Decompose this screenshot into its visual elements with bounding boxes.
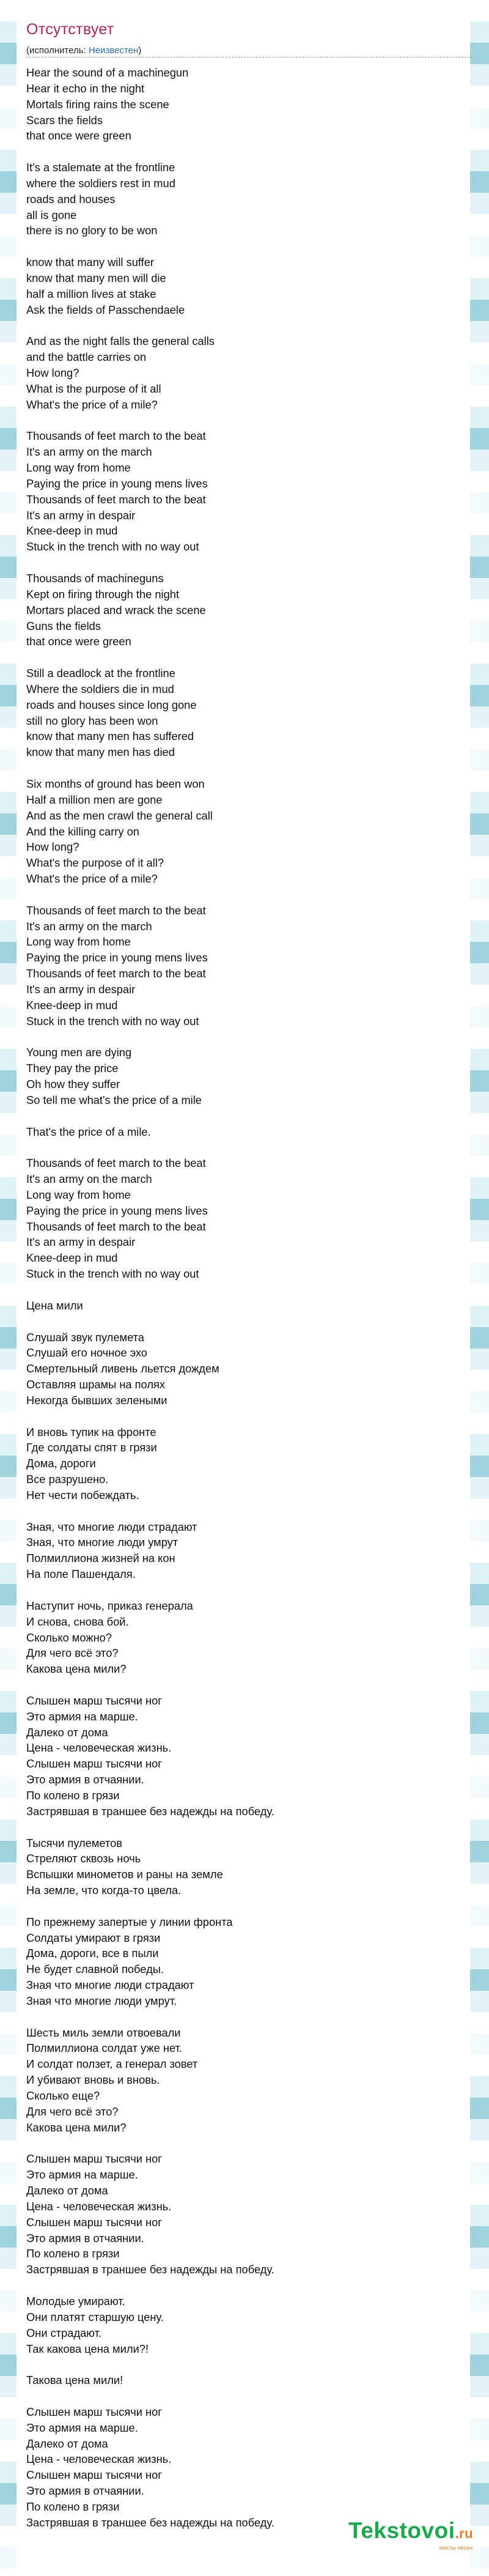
lyric-line: Thousands of feet march to the beat — [26, 1220, 206, 1233]
lyric-line: Некогда бывших зелеными — [26, 1393, 167, 1407]
lyric-line: Нет чести побеждать. — [26, 1488, 139, 1501]
lyric-line: Слушай звук пулемета — [26, 1330, 144, 1344]
lyric-line: that once were green — [26, 635, 131, 648]
stanza-gap — [26, 2136, 466, 2152]
lyric-line: На поле Пашендаля. — [26, 1567, 136, 1581]
stanza-gap — [26, 1582, 466, 1598]
stanza-gap — [26, 2388, 466, 2404]
stanza-gap — [26, 413, 466, 429]
lyric-line: Молодые умирают. — [26, 2294, 125, 2308]
site-logo[interactable] — [348, 2518, 488, 2555]
stanza-gap — [26, 1408, 466, 1424]
lyric-line: Застрявшая в траншее без надежды на победу. — [26, 2263, 274, 2276]
lyric-line: Они страдают. — [26, 2326, 102, 2339]
lyric-line: Застрявшая в траншее без надежды на победу. — [26, 2515, 274, 2529]
lyric-line: What's the price of a mile? — [26, 872, 158, 886]
lyric-line: Цена - человеческая жизнь. — [26, 2199, 172, 2213]
lyric-line: They pay the price — [26, 1062, 119, 1075]
lyric-line: Kept on firing through the night — [26, 587, 180, 601]
stanza-gap — [26, 2278, 466, 2293]
lyric-line: Stuck in the trench with no way out — [26, 1267, 199, 1281]
lyric-line: So tell me what's the price of a mile — [26, 1093, 202, 1106]
lyric-line: Still a deadlock at the frontline — [26, 667, 175, 680]
lyric-line: Long way from home — [26, 461, 131, 475]
lyric-line: Слышен марш тысячи ног — [26, 1757, 162, 1771]
lyric-line: What's the purpose of it all? — [26, 856, 164, 870]
lyric-line: It's a stalemate at the frontline — [26, 161, 175, 174]
lyric-line: Hear the sound of a machinegun — [26, 66, 189, 79]
lyric-line: What is the purpose of it all — [26, 382, 161, 395]
lyric-line: Thousands of feet march to the beat — [26, 429, 206, 443]
lyric-line: По колено в грязи — [26, 1788, 120, 1802]
lyric-line: Guns the fields — [26, 619, 101, 632]
stanza-gap — [26, 1898, 466, 1914]
lyric-line: Half a million men are gone — [26, 793, 163, 806]
lyric-line: roads and houses since long gone — [26, 698, 197, 711]
lyric-line: It's an army on the march — [26, 919, 152, 933]
lyric-line: Оставляя шрамы на полях — [26, 1378, 166, 1391]
lyric-line: Далеко от дома — [26, 2437, 108, 2450]
logo-main-text: Tekstovoi — [348, 2518, 455, 2543]
lyric-line: Where the soldiers die in mud — [26, 682, 174, 695]
lyric-line: Все разрушено. — [26, 1473, 109, 1486]
lyric-line: Слышен марш тысячи ног — [26, 2215, 162, 2229]
lyric-line: Thousands of feet march to the beat — [26, 492, 206, 506]
lyric-line: Сколько еще? — [26, 2089, 100, 2102]
lyric-line: roads and houses — [26, 192, 116, 205]
stanza-gap — [26, 1503, 466, 1519]
lyric-line: Hear it echo in the night — [26, 81, 145, 95]
stanza-gap — [26, 887, 466, 903]
lyric-line: That's the price of a mile. — [26, 1125, 151, 1138]
lyric-line: Young men are dying — [26, 1046, 132, 1059]
stanza-gap — [26, 318, 466, 334]
lyric-line: How long? — [26, 366, 79, 380]
lyric-line: Тысячи пулеметов — [26, 1836, 123, 1849]
lyric-line: Зная что многие люди умрут. — [26, 1994, 177, 2007]
lyric-line: Knee-deep in mud — [26, 998, 118, 1012]
logo-tagline: тексты песен — [439, 2545, 473, 2551]
lyric-line: Они платят старшую цену. — [26, 2310, 164, 2323]
lyric-line: Stuck in the trench with no way out — [26, 540, 199, 553]
lyric-line: По колено в грязи — [26, 2247, 120, 2260]
lyric-line: Scars the fields — [26, 113, 103, 127]
lyric-line: Mortals firing rains the scene — [26, 97, 169, 111]
lyric-line: Это армия на марше. — [26, 1709, 138, 1723]
stanza-gap — [26, 1282, 466, 1298]
lyric-line: Далеко от дома — [26, 1725, 108, 1739]
lyric-line: all is gone — [26, 208, 77, 221]
lyric-line: И убивают вновь и вновь. — [26, 2073, 160, 2087]
lyric-line: It's an army in despair — [26, 1235, 136, 1249]
lyric-line: Солдаты умирают в грязи — [26, 1931, 161, 1944]
lyrics-text — [26, 65, 466, 2531]
logo-wordmark — [348, 2518, 473, 2544]
lyric-line: where the soldiers rest in mud — [26, 176, 175, 190]
lyric-line: know that many will suffer — [26, 256, 154, 269]
stanza-gap — [26, 1108, 466, 1124]
lyric-line: that once were green — [26, 129, 131, 142]
lyric-line: Слышен марш тысячи ног — [26, 2468, 162, 2482]
lyric-line: Слушай его ночное эхо — [26, 1346, 147, 1360]
lyric-line: Это армия на марше. — [26, 2421, 138, 2434]
lyric-line: Так какова цена мили?! — [26, 2342, 149, 2355]
lyric-line: Сколько можно? — [26, 1630, 112, 1644]
stanza-gap — [26, 239, 466, 254]
lyric-line: И вновь тупик на фронте — [26, 1425, 156, 1438]
lyric-line: Зная, что многие люди страдают — [26, 1520, 197, 1533]
lyric-line: know that many men will die — [26, 271, 166, 284]
lyric-line: Такова цена мили! — [26, 2374, 123, 2387]
lyric-line: Какова цена мили? — [26, 2120, 127, 2134]
lyric-line: Это армия в отчаянии. — [26, 2484, 144, 2498]
lyric-line: Paying the price in young mens lives — [26, 1204, 208, 1217]
lyric-line: Long way from home — [26, 1188, 131, 1201]
lyric-line: Для чего всё это? — [26, 2104, 119, 2118]
stanza-gap — [26, 555, 466, 571]
stanza-gap — [26, 1677, 466, 1693]
lyric-line: Где солдаты спят в грязи — [26, 1441, 157, 1454]
lyric-line: Дома, дороги — [26, 1457, 96, 1470]
lyric-line: Вспышки минометов и раны на земле — [26, 1868, 223, 1881]
song-title: Отсутствует — [26, 21, 114, 38]
stanza-gap — [26, 2009, 466, 2025]
lyric-line: half a million lives at stake — [26, 287, 156, 300]
lyric-line: На земле, что когда-то цвела. — [26, 1884, 182, 1897]
lyric-line: Thousands of feet march to the beat — [26, 903, 206, 917]
lyric-line: It's an army on the march — [26, 1172, 152, 1186]
lyric-line: And as the men crawl the general call — [26, 809, 213, 822]
lyric-line: Thousands of machineguns — [26, 572, 164, 585]
stanza-gap — [26, 1819, 466, 1835]
lyrics-card — [17, 0, 474, 2576]
lyric-line: Полмиллиона жизней на кон — [26, 1552, 175, 1565]
lyric-line: Thousands of feet march to the beat — [26, 967, 206, 980]
lyric-line: Стреляют сквозь ночь — [26, 1852, 141, 1865]
stanza-gap — [26, 144, 466, 160]
lyric-line: Thousands of feet march to the beat — [26, 1157, 206, 1170]
lyric-line: И снова, снова бой. — [26, 1615, 129, 1628]
lyric-line: Зная, что многие люди умрут — [26, 1536, 178, 1549]
lyric-line: Смертельный ливень льется дождем — [26, 1362, 219, 1375]
lyric-line: Knee-deep in mud — [26, 524, 118, 538]
stanza-gap — [26, 760, 466, 776]
lyric-line: Какова цена мили? — [26, 1662, 127, 1676]
lyric-line: Наступит ночь, приказ генерала — [26, 1599, 193, 1612]
lyric-line: Это армия в отчаянии. — [26, 2231, 144, 2245]
lyric-line: Mortars placed and wrack the scene — [26, 603, 206, 616]
lyric-line: Полмиллиона солдат уже нет. — [26, 2041, 182, 2055]
lyric-line: Это армия в отчаянии. — [26, 1773, 144, 1786]
lyric-line: It's an army on the march — [26, 445, 152, 459]
lyric-line: И солдат ползет, а генерал зовет — [26, 2057, 198, 2071]
lyric-line: Слышен марш тысячи ног — [26, 1693, 162, 1707]
lyric-line: Слышен марш тысячи ног — [26, 2152, 162, 2166]
stanza-gap — [26, 2356, 466, 2372]
lyric-line: Paying the price in young mens lives — [26, 951, 208, 964]
lyric-line: know that many men has suffered — [26, 730, 194, 743]
lyric-line: still no glory has been won — [26, 714, 158, 727]
lyric-line: Слышен марш тысячи ног — [26, 2405, 162, 2418]
lyric-line: Для чего всё это? — [26, 1646, 119, 1660]
lyric-line: How long? — [26, 840, 79, 854]
lyric-line: Knee-deep in mud — [26, 1251, 118, 1265]
lyric-line: Six months of ground has been won — [26, 777, 205, 790]
logo-suffix: .ru — [455, 2526, 474, 2541]
stanza-gap — [26, 1139, 466, 1155]
performer-suffix: ) — [138, 45, 142, 56]
stanza-gap — [26, 1314, 466, 1330]
stanza-gap — [26, 1029, 466, 1045]
lyric-line: Stuck in the trench with no way out — [26, 1014, 199, 1027]
lyric-line: there is no glory to be won — [26, 224, 158, 237]
lyric-line: Это армия на марше. — [26, 2168, 138, 2182]
lyric-line: know that many men has died — [26, 746, 175, 759]
performer-prefix: (исполнитель: — [26, 45, 89, 56]
lyric-line: And as the night falls the general calls — [26, 335, 215, 348]
performer-line — [26, 45, 141, 56]
lyric-line: It's an army in despair — [26, 508, 136, 522]
lyric-line: По прежнему запертые у линии фронта — [26, 1915, 233, 1928]
lyric-line: and the battle carries on — [26, 350, 147, 364]
lyric-line: Шесть миль земли отвоевали — [26, 2026, 181, 2039]
lyric-line: Ask the fields of Passchendaele — [26, 303, 185, 316]
lyric-line: Застрявшая в траншее без надежды на победу. — [26, 1804, 274, 1818]
lyric-line: Не будет славной победы. — [26, 1963, 164, 1976]
lyric-line: Long way from home — [26, 935, 131, 949]
lyric-line: And the killing carry on — [26, 824, 139, 838]
lyric-line: Дома, дороги, все в пыли — [26, 1947, 159, 1960]
stanza-gap — [26, 650, 466, 665]
lyric-line: Цена - человеческая жизнь. — [26, 1741, 172, 1755]
lyric-line: It's an army in despair — [26, 982, 136, 996]
lyric-line: По колено в грязи — [26, 2500, 120, 2513]
lyric-line: Цена мили — [26, 1298, 83, 1312]
performer-link[interactable]: Неизвестен — [88, 45, 139, 56]
lyric-line: Paying the price in young mens lives — [26, 476, 208, 490]
lyric-line: What's the price of a mile? — [26, 398, 158, 411]
lyric-line: Зная что многие люди страдают — [26, 1978, 194, 1992]
lyric-line: Далеко от дома — [26, 2184, 108, 2197]
lyric-line: Oh how they suffer — [26, 1078, 120, 1090]
lyric-line: Цена - человеческая жизнь. — [26, 2452, 172, 2466]
